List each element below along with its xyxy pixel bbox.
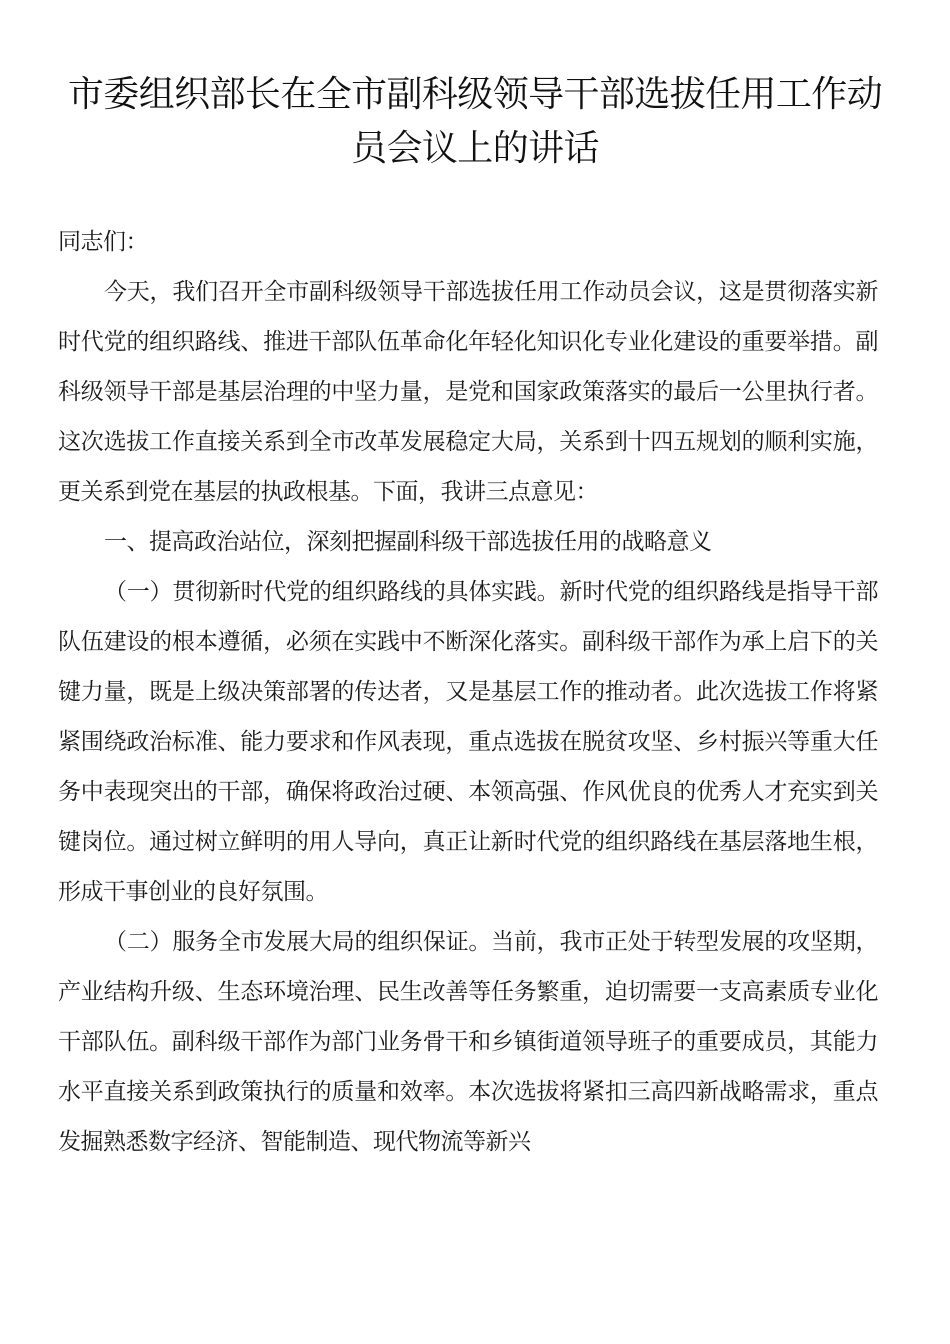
salutation: 同志们： <box>58 229 148 255</box>
section-heading-1: 一、提高政治站位，深刻把握副科级干部选拔任用的战略意义 <box>104 529 712 555</box>
paragraph-subsection-1: （一）贯彻新时代党的组织路线的具体实践。新时代党的组织路线是指导干部队伍建设的根本遵循，必须在实践中不断深化落实。副科级干部作为承上启下的关键力量，既是上级决策部署的传达者，又是基层工作的推动者。此次选拔工作将紧紧围绕政治标准、能力要求和作风表现，重点选拔在脱贫攻坚、乡村振兴等重大任务中表现突出的干部，确保将政治过硬、本领高强、作风优良的优秀人才充实到关键岗位。通过树立鲜明的用人导向，真正让新时代党的组织路线在基层落地生根，形成干事创业的良好氛围。 <box>58 579 878 905</box>
paragraph-intro: 今天，我们召开全市副科级领导干部选拔任用工作动员会议，这是贯彻落实新时代党的组织路线、推进干部队伍革命化年轻化知识化专业化建设的重要举措。副科级领导干部是基层治理的中坚力量，是党和国家政策落实的最后一公里执行者。这次选拔工作直接关系到全市改革发展稳定大局，关系到十四五规划的顺利实施，更关系到党在基层的执政根基。下面，我讲三点意见： <box>58 279 878 505</box>
document-title: 市委组织部长在全市副科级领导干部选拔任用工作动员会议上的讲话 <box>67 74 883 169</box>
paragraph-subsection-2: （二）服务全市发展大局的组织保证。当前，我市正处于转型发展的攻坚期，产业结构升级、生态环境治理、民生改善等任务繁重，迫切需要一支高素质专业化干部队伍。副科级干部作为部门业务骨干和乡镇街道领导班子的重要成员，其能力水平直接关系到政策执行的质量和效率。本次选拔将紧扣三高四新战略需求，重点发掘熟悉数字经济、智能制造、现代物流等新兴 <box>58 929 878 1155</box>
document-body <box>58 217 878 1167</box>
